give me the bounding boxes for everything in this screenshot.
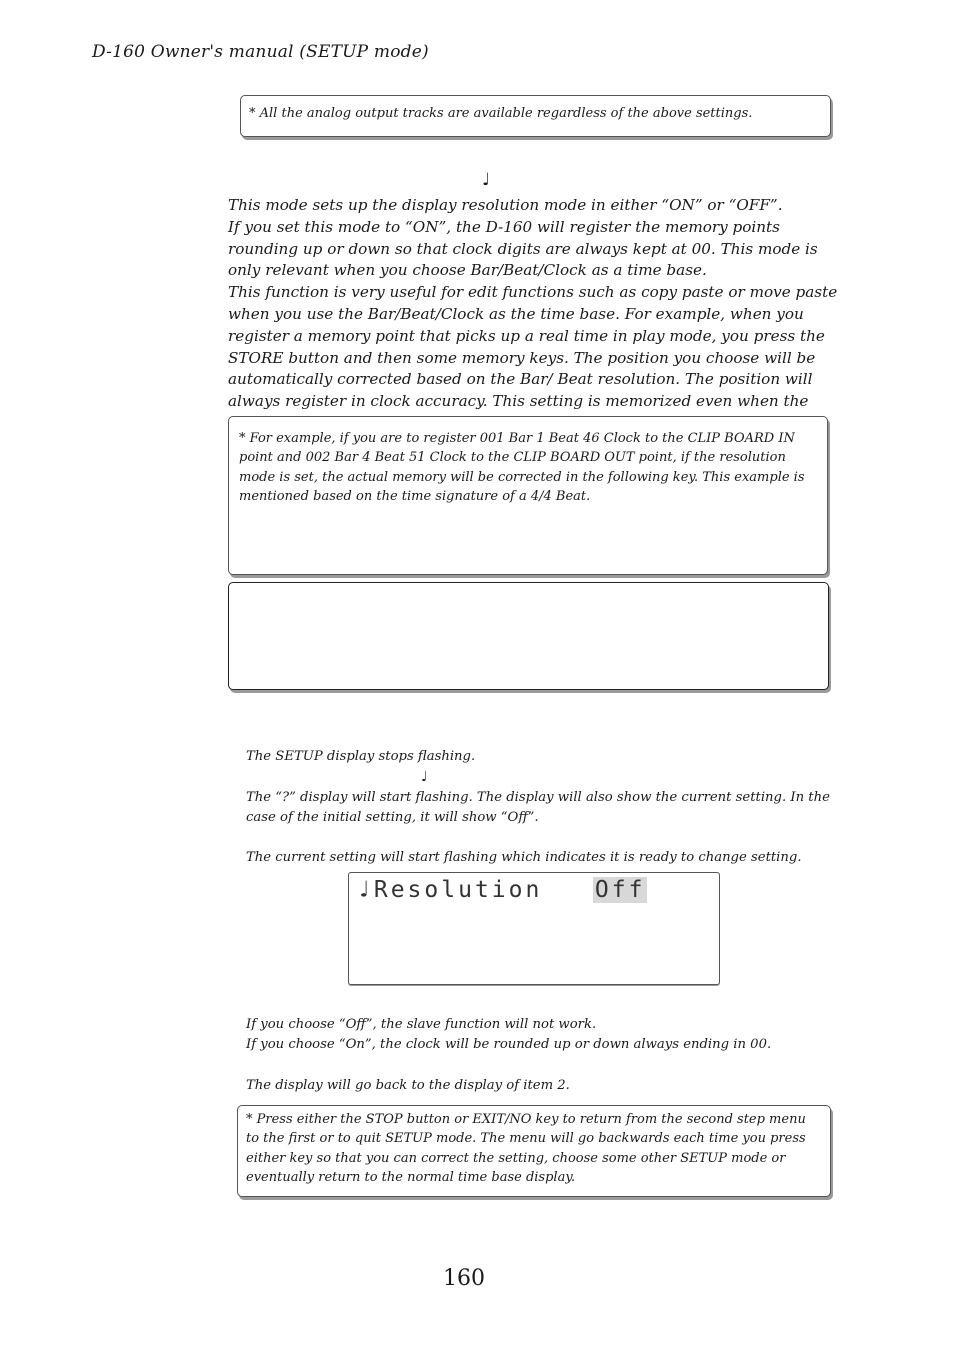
step-4-off-text: If you choose “Off”, the slave function will not work. [246, 1017, 597, 1032]
step-1-text: The SETUP display stops flashing. [246, 749, 476, 764]
lcd-display [348, 872, 720, 985]
lcd-value: Off [594, 877, 646, 903]
lcd-label: Resolution [373, 877, 543, 903]
page-number: 160 [443, 1266, 485, 1291]
note-exit: * Press either the STOP button or EXIT/NO key to return from the second step menu to the first or to quit SETUP mode. The menu will go backwards each time you press either key so that you can correct the setting, choose some other SETUP mode or eventually return to the normal time base display. [237, 1105, 831, 1197]
step-5-text: The display will go back to the display of item 2. [246, 1078, 570, 1093]
example-figure-box [228, 582, 829, 690]
quarter-note-icon: ♩ [482, 170, 491, 190]
note-analog-output: * All the analog output tracks are available regardless of the above settings. [240, 95, 831, 137]
step-2-text: The “?” display will start flashing. The display will also show the current setting. In the case of the initial setting, it will show “Off”. [246, 790, 830, 825]
page-header: D-160 Owner's manual (SETUP mode) [92, 42, 429, 62]
step-3-text: The current setting will start flashing which indicates it is ready to change setting. [246, 850, 802, 865]
quarter-note-icon: ♩ [421, 769, 428, 785]
paragraph-usage: This function is very useful for edit functions such as copy paste or move paste when you use the Bar/Beat/Clock as the time base. For example, when you register a memory point that picks up a real time in play mode, you press the STORE button and then some memory keys. The position you choose will be automatically corrected based on the Bar/ Beat resolution. The position will always register in clock accuracy. This setting is memorized even when the [228, 283, 838, 411]
paragraph-on-mode: If you set this mode to “ON”, the D-160 will register the memory points rounding up or down so that clock digits are always kept at 00. This mode is only relevant when you choose Bar/Beat/Clock as a time base. [228, 217, 818, 280]
note-example: * For example, if you are to register 001 Bar 1 Beat 46 Clock to the CLIP BOARD IN point and 002 Bar 4 Beat 51 Clock to the CLIP BOARD OUT point, if the resolution mode is set, the actual memory will be corrected in the following key. This example is mentioned based on the time signature of a 4/4 Beat. [228, 416, 828, 575]
step-4-on-text: If you choose “On”, the clock will be rounded up or down always ending in 00. [246, 1037, 772, 1052]
resolution-description [228, 195, 846, 435]
lcd-line [357, 877, 647, 903]
paragraph-intro: This mode sets up the display resolution mode in either “ON” or “OFF”. [228, 196, 783, 214]
lcd-note-icon: ♩ [357, 877, 374, 903]
